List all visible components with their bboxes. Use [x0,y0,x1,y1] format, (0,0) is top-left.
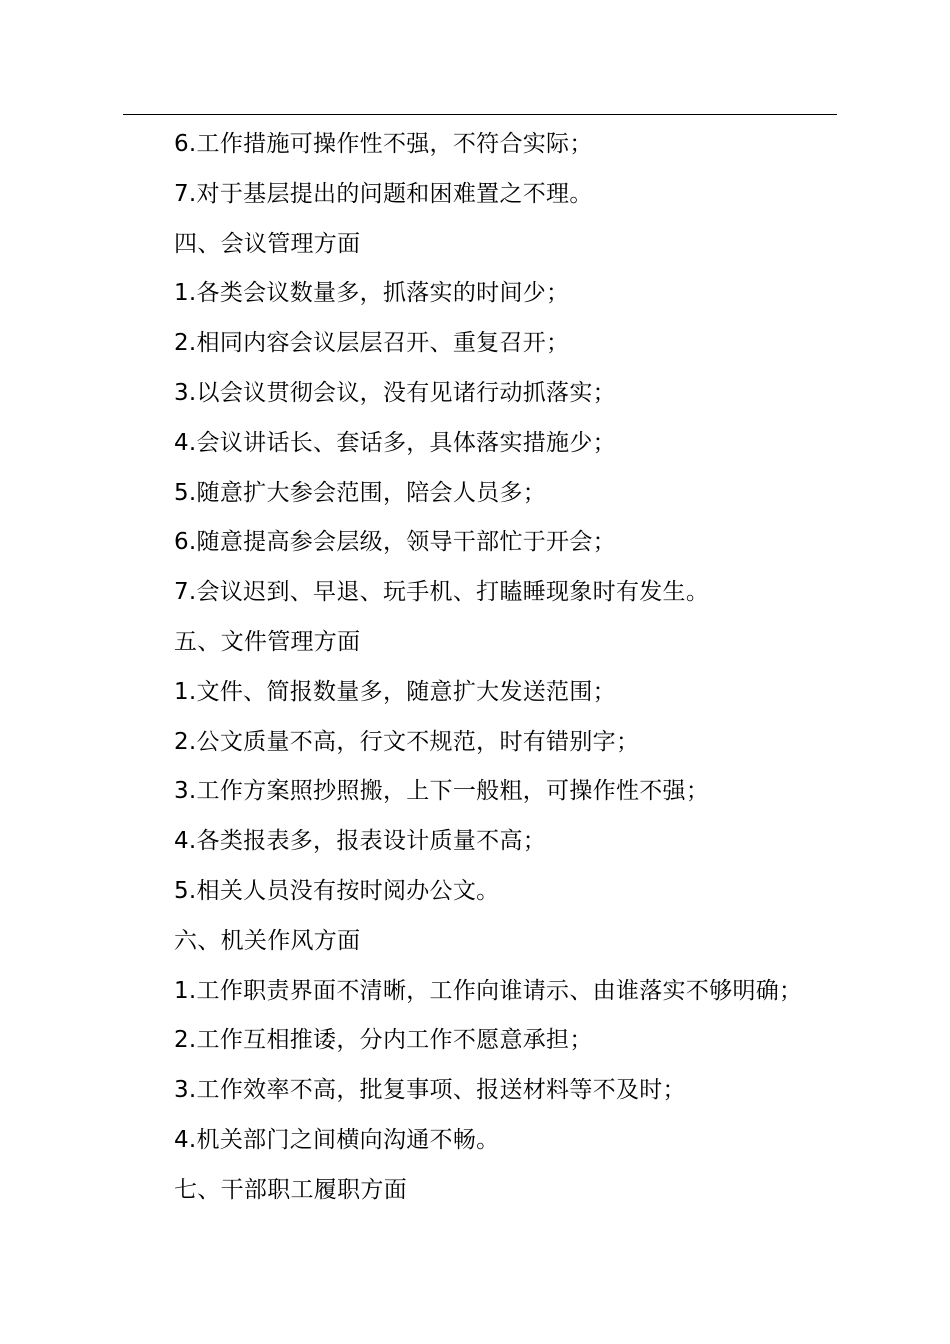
list-item: 7.对于基层提出的问题和困难置之不理。 [174,180,593,207]
header-rule [123,114,837,115]
section-heading: 四、会议管理方面 [174,230,361,257]
document-body [174,120,894,1216]
list-item: 4.会议讲话长、套话多，具体落实措施少； [174,429,616,456]
list-item: 7.会议迟到、早退、玩手机、打瞌睡现象时有发生。 [174,579,710,606]
list-item: 4.各类报表多，报表设计质量不高； [174,828,547,855]
list-item: 2.工作互相推诿，分内工作不愿意承担； [174,1027,593,1054]
list-item: 5.相关人员没有按时阅办公文。 [174,877,500,904]
list-item: 6.工作措施可操作性不强，不符合实际； [174,131,593,157]
list-item: 4.机关部门之间横向沟通不畅。 [174,1126,500,1153]
list-item: 1.文件、简报数量多，随意扩大发送范围； [174,678,616,705]
list-item: 3.工作方案照抄照搬，上下一般粗，可操作性不强； [174,778,710,805]
list-item: 1.工作职责界面不清晰，工作向谁请示、由谁落实不够明确； [174,977,803,1004]
list-item: 6.随意提高参会层级，领导干部忙于开会； [174,529,616,556]
list-item: 3.以会议贯彻会议，没有见诸行动抓落实； [174,379,616,406]
list-item: 5.随意扩大参会范围，陪会人员多； [174,479,547,506]
section-heading: 七、干部职工履职方面 [174,1176,407,1203]
section-heading: 五、文件管理方面 [174,628,361,655]
section-heading: 六、机关作风方面 [174,927,361,954]
list-item: 2.相同内容会议层层召开、重复召开； [174,330,570,357]
list-item: 3.工作效率不高，批复事项、报送材料等不及时； [174,1077,686,1104]
list-item: 1.各类会议数量多，抓落实的时间少； [174,280,570,307]
list-item: 2.公文质量不高，行文不规范，时有错别字； [174,728,640,755]
